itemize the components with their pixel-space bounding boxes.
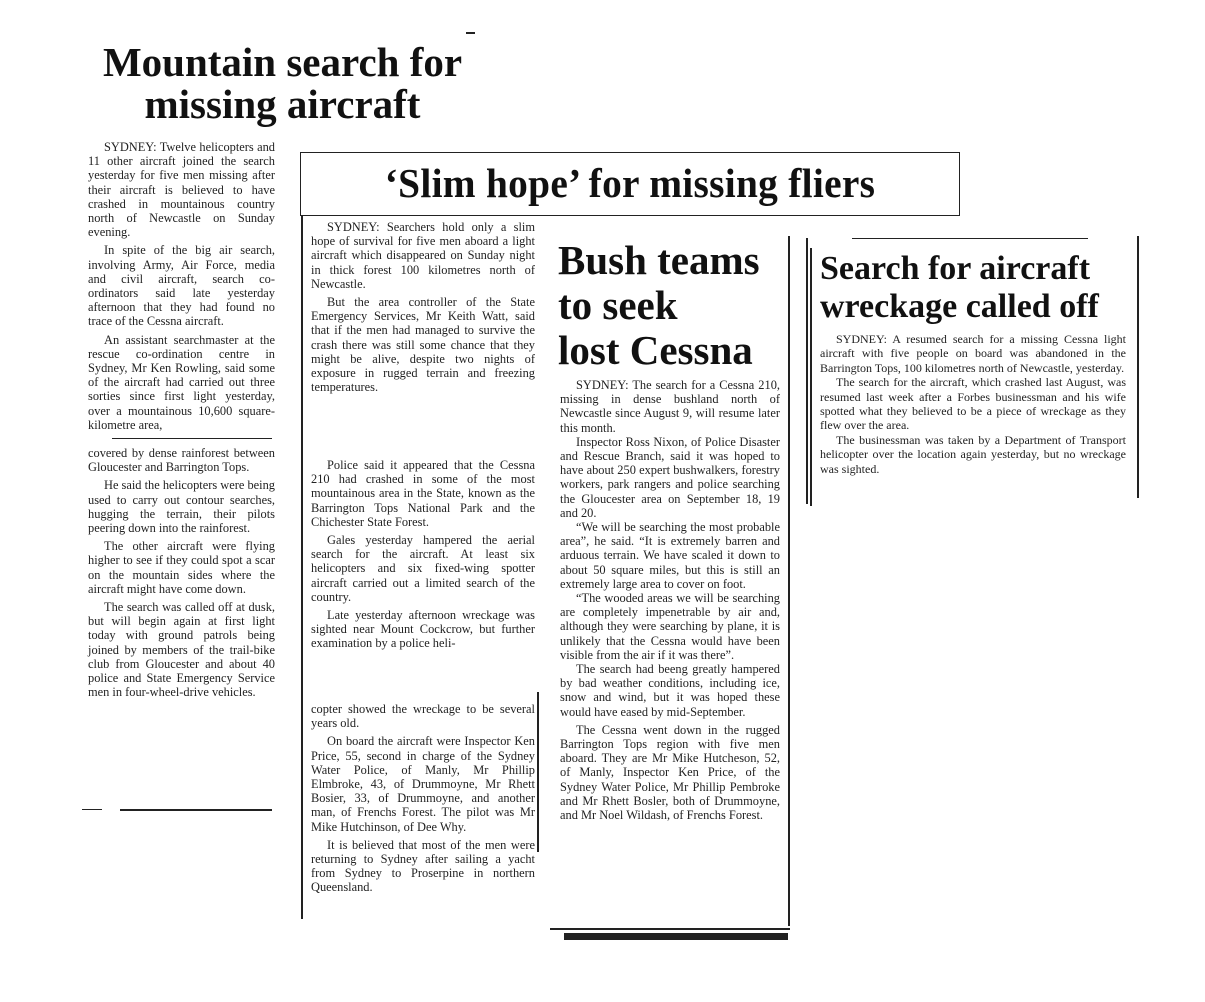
headline-line: Bush teams [558,237,760,283]
article-column [820,332,1126,476]
paragraph: SYDNEY: Twelve helicopters and 11 other aircraft joined the search yesterday for five men missing after their aircraft is believed to have crashed in mountainous country north of Newcastle on Sunday evening. [88,140,275,240]
paragraph: “The wooded areas we will be searching are completely impenetrable by air and, although they were searching by plane, it is unlikely that the Cessna would have been visible from the air if it was there”. [560,591,780,662]
paragraph: Late yesterday afternoon wreckage was sighted near Mount Cockcrow, but further examination by a police heli- [311,608,535,651]
paragraph: Gales yesterday hampered the aerial search for the aircraft. At least six helicopters and six fixed-wing spotter aircraft carried out a limited search of the country. [311,533,535,604]
paragraph: covered by dense rainforest between Gloucester and Barrington Tops. [88,446,275,475]
column-break-rule [112,438,272,439]
paragraph: It is believed that most of the men were returning to Sydney after sailing a yacht from Sydney to Proserpine in northern Queensland. [311,837,535,895]
paragraph: In spite of the big air search, involving Army, Air Force, media and civil aircraft, search co-ordinators said late yesterday afternoon that they had found no trace of the Cessna aircraft. [88,243,275,329]
clipping-slim-hope-headline-box [300,152,960,216]
border-line [810,248,812,506]
end-rule [120,809,272,811]
headline-line: wreckage called off [820,288,1099,325]
paragraph: But the area controller of the State Emergency Services, Mr Keith Watt, said that if the men had managed to survive the crash there was still some chance that they might be alive, despite two nights of exposure in rugged terrain and freezing temperatures. [311,295,535,395]
paragraph: The Cessna went down in the rugged Barrington Tops region with five men aboard. They are Mr Mike Hutcheson, 52, of Manly, Inspector Ken Price, of the Sydney Water Police, Mr Phillip Pembroke and Mr Rhett Bosler, both of Drummoyne, and Mr Noel Wildash, of Frenchs Forest. [560,722,780,823]
paragraph: “We will be searching the most probable area”, he said. “It is extremely barren and arduous terrain. We have scaled it down to about 50 square miles, but this is still an extremely large area to cover on foot. [560,520,780,591]
paragraph: copter showed the wreckage to be several years old. [311,702,535,731]
clipping-slim-hope-body [301,214,541,919]
article-column [88,140,275,432]
clipping-bush-teams [548,232,790,944]
paragraph: SYDNEY: The search for a Cessna 210, missing in dense bushland north of Newcastle since August 9, will resume later this month. [560,378,780,435]
paragraph: An assistant searchmaster at the rescue co-ordination centre in Sydney, Mr Ken Rowling, said some of the aircraft had carried out three sorties since first light yesterday, over a mountainous 10,600 square-kilometre area, [88,332,275,432]
border-line [301,214,303,919]
border-line [1137,236,1139,498]
paragraph: The search was called off at dusk, but will begin again at first light today with ground patrols being joined by members of the trail-bike club from Gloucester and about 40 police and State Emergency Service men in four-wheel-drive vehicles. [88,600,275,700]
border-line [788,236,790,926]
paragraph: The other aircraft were flying higher to see if they could spot a scar on the mountain sides where the aircraft might have come down. [88,539,275,596]
headline-line: missing aircraft [144,80,421,127]
paragraph: SYDNEY: A resumed search for a missing Cessna light aircraft with five people on board was abandoned in the Barrington Tops, 100 kilometres north of Newcastle, yesterday. [820,332,1126,375]
headline [558,238,760,373]
article-column [311,220,535,394]
headline [820,250,1099,326]
headline-line: to seek [558,282,678,328]
end-rule [82,809,102,810]
article-column [311,702,535,895]
rule [466,32,475,34]
top-rule [852,238,1088,239]
headline-line: lost Cessna [558,327,753,373]
article-column [560,378,780,822]
article-column [88,446,275,699]
headline: ‘Slim hope’ for missing fliers [384,160,876,206]
border-line [806,238,808,504]
paragraph: He said the helicopters were being used to carry out contour searches, hugging the terrain, their pilots peering down into the rainforest. [88,478,275,536]
headline [90,39,475,127]
paragraph: The search for the aircraft, which crashed last August, was resumed last week after a Forbes businessman and his wife spotted what they believed to be a piece of wreckage as they flew over the area. [820,375,1126,433]
end-bar [564,933,788,940]
border-line [537,692,539,852]
paragraph: The businessman was taken by a Department of Transport helicopter over the location again yesterday, but no wreckage was sighted. [820,432,1126,476]
paragraph: On board the aircraft were Inspector Ken Price, 55, second in charge of the Sydney Water Police, of Manly, Mr Phillip Elmbroke, 43, of Drummoyne, Mr Rhett Bosier, 33, of Drummoyne, and another man, of Frenchs Forest. The pilot was Mr Mike Hutchinson, of Dee Why. [311,734,535,834]
paragraph: Police said it appeared that the Cessna 210 had crashed in some of the most mountainous area in the State, known as the Barrington Tops National Park and the Chichester State Forest. [311,458,535,529]
headline-line: Mountain search for [102,39,463,85]
article-column [311,458,535,651]
paragraph: SYDNEY: Searchers hold only a slim hope of survival for five men aboard a light aircraft which disappeared on Sunday night in thick forest 100 kilometres north of Newcastle. [311,220,535,291]
paragraph: The search had beeng greatly hampered by bad weather conditions, including ice, snow and wind, but it was hoped these would have eased by mid-September. [560,662,780,719]
headline-line: Search for aircraft [820,250,1091,287]
end-rule [550,928,790,930]
paragraph: Inspector Ross Nixon, of Police Disaster and Rescue Branch, said it was hoped to have about 250 expert bushwalkers, forestry workers, park rangers and police searching the Gloucester area on September 18, 19 and 20. [560,434,780,520]
clipping-search-called-off [806,234,1139,506]
